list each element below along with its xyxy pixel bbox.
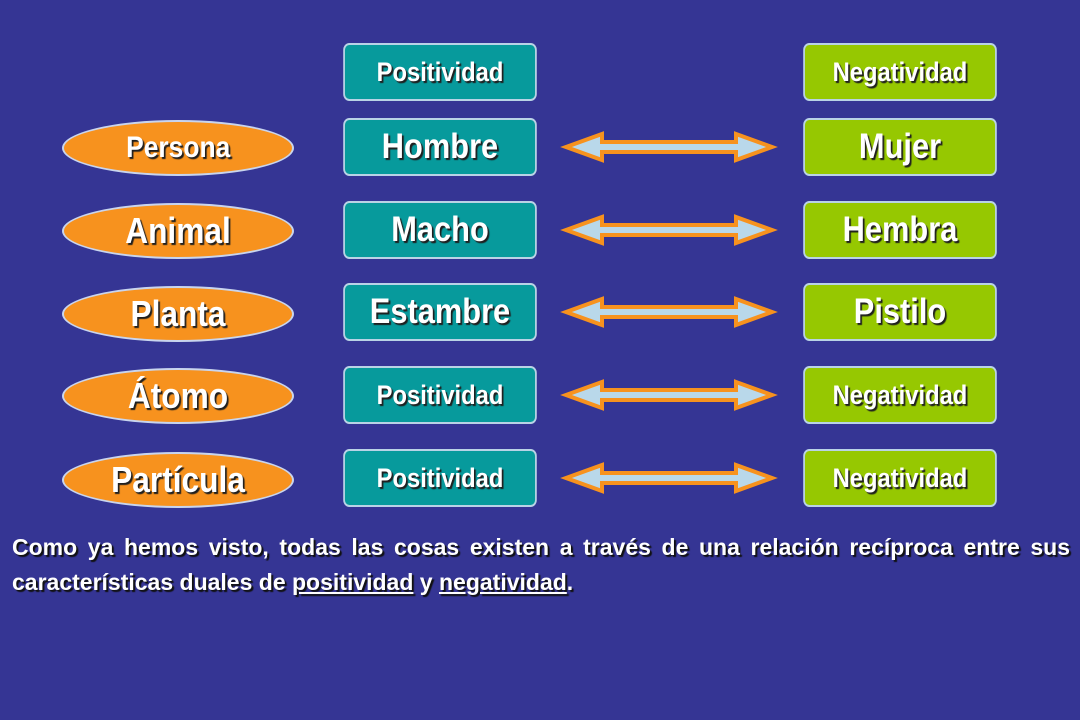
header-positividad: Positividad — [343, 43, 537, 101]
left-box-positividad-atomo: Positividad — [343, 366, 537, 424]
double-arrow-icon — [562, 130, 776, 164]
category-planta — [62, 286, 294, 342]
right-box-negatividad-particula: Negatividad — [803, 449, 997, 507]
category-animal — [62, 203, 294, 259]
double-arrow-icon — [562, 295, 776, 329]
category-atomo-label: Átomo — [127, 375, 229, 416]
category-particula — [62, 452, 294, 508]
right-box-negatividad-atomo: Negatividad — [803, 366, 997, 424]
caption-text — [12, 530, 1070, 600]
category-persona — [62, 120, 294, 176]
right-box-hembra: Hembra — [803, 201, 997, 259]
caption-part3: . — [566, 569, 574, 595]
right-box-mujer: Mujer — [803, 118, 997, 176]
category-particula-label: Partícula — [111, 459, 245, 500]
header-negatividad: Negatividad — [803, 43, 997, 101]
category-animal-label: Animal — [125, 210, 231, 251]
double-arrow-icon — [562, 378, 776, 412]
left-box-macho: Macho — [343, 201, 537, 259]
caption-word-negatividad: negatividad — [438, 569, 567, 595]
double-arrow-icon — [562, 213, 776, 247]
left-box-hombre: Hombre — [343, 118, 537, 176]
category-persona-label: Persona — [125, 131, 231, 164]
caption-part1: Como ya hemos visto, todas las cosas existen a través de una relación recíproca entre sus características duales de — [12, 534, 1070, 595]
caption-part2: y — [413, 569, 439, 595]
right-box-pistilo: Pistilo — [803, 283, 997, 341]
left-box-estambre: Estambre — [343, 283, 537, 341]
left-box-positividad-particula: Positividad — [343, 449, 537, 507]
caption-word-positividad: positividad — [292, 569, 414, 595]
category-atomo — [62, 368, 294, 424]
category-planta-label: Planta — [130, 293, 226, 334]
double-arrow-icon — [562, 461, 776, 495]
